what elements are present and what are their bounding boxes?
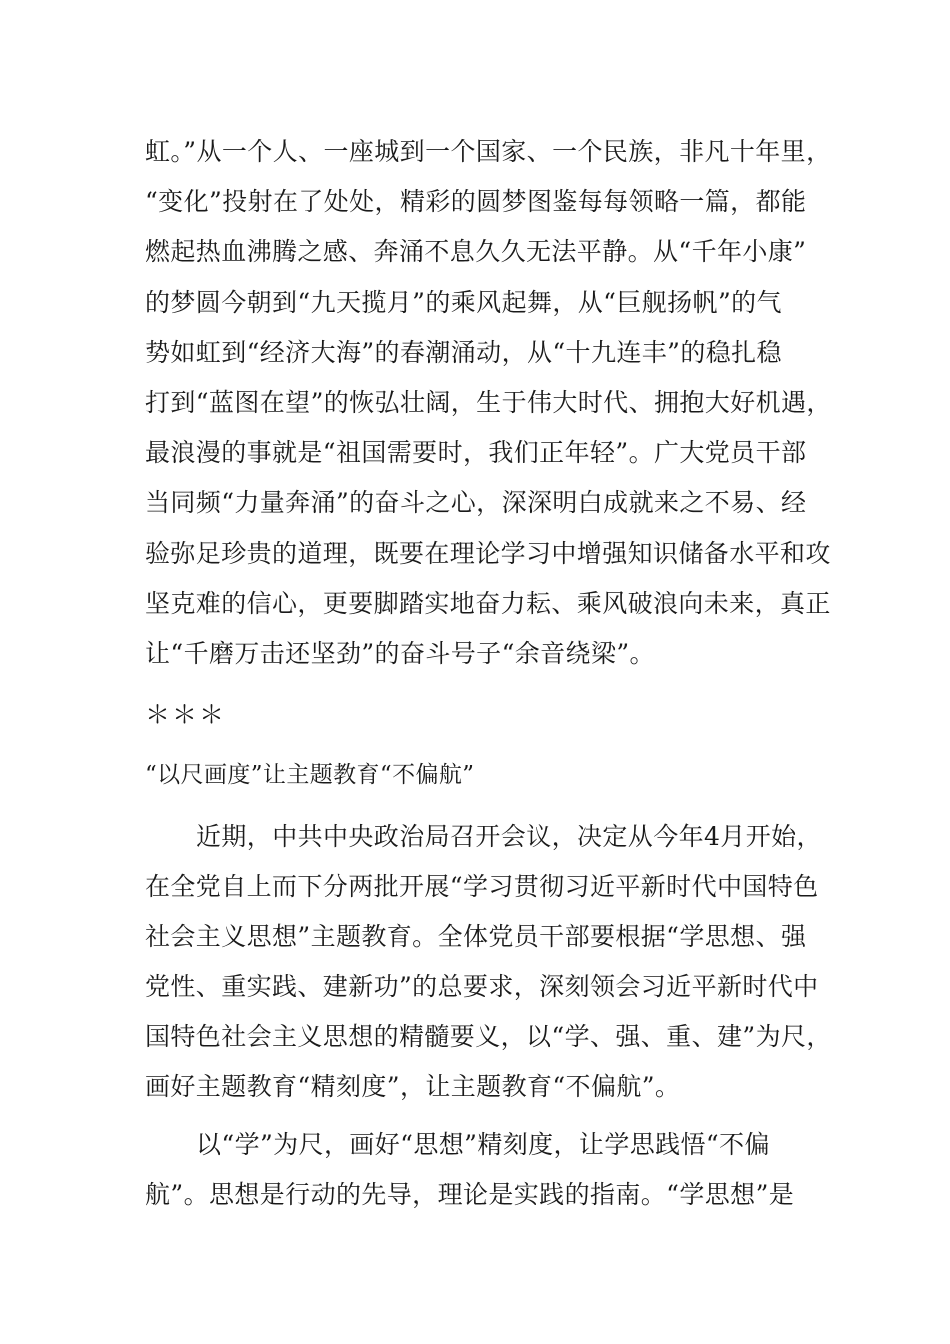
paragraph-1-line-4: 的梦圆今朝到“九天揽月”的乘风起舞，从“巨舰扬帆”的气: [145, 288, 782, 317]
paragraph-3-line-1: 以“学”为尺，画好“思想”精刻度，让学思践悟“不偏: [196, 1130, 770, 1159]
paragraph-1-line-3: 燃起热血沸腾之感、奔涌不息久久无法平静。从“千年小康”: [145, 237, 807, 266]
paragraph-1-line-10: 坚克难的信心，更要脚踏实地奋力耘、乘风破浪向未来，真正: [145, 589, 831, 618]
paragraph-1-line-8: 当同频“力量奔涌”的奋斗之心，深深明白成就来之不易、经: [145, 488, 807, 517]
paragraph-2-line-2: 在全党自上而下分两批开展“学习贯彻习近平新时代中国特色: [145, 872, 819, 901]
paragraph-2-line-5: 国特色社会主义思想的精髓要义，以“学、强、重、建”为尺，: [145, 1022, 832, 1051]
paragraph-2-line-6: 画好主题教育“精刻度”，让主题教育“不偏航”。: [145, 1072, 681, 1101]
section-separator: ＊＊＊: [145, 700, 227, 729]
paragraph-1-line-5: 势如虹到“经济大海”的春潮涌动，从“十九连丰”的稳扎稳: [145, 338, 782, 367]
paragraph-1-line-6: 打到“蓝图在望”的恢弘壮阔，生于伟大时代、拥抱大好机遇，: [145, 388, 832, 417]
paragraph-1-line-9: 验弥足珍贵的道理，既要在理论学习中增强知识储备水平和攻: [145, 539, 831, 568]
section-title: “以尺画度”让主题教育“不偏航”: [145, 762, 475, 788]
paragraph-1-line-2: “变化”投射在了处处，精彩的圆梦图鉴每每领略一篇，都能: [145, 187, 807, 216]
paragraph-3-line-2: 航”。思想是行动的先导，理论是实践的指南。“学思想”是: [145, 1180, 795, 1209]
paragraph-2-line-1: 近期，中共中央政治局召开会议，决定从今年4月开始，: [196, 822, 822, 851]
paragraph-1-line-7: 最浪漫的事就是“祖国需要时，我们正年轻”。广大党员干部: [145, 438, 807, 467]
paragraph-2-line-3: 社会主义思想”主题教育。全体党员干部要根据“学思想、强: [145, 922, 807, 951]
paragraph-1-line-1: 虹。”从一个人、一座城到一个国家、一个民族，非凡十年里，: [145, 137, 832, 166]
paragraph-2-line-4: 党性、重实践、建新功”的总要求，深刻领会习近平新时代中: [145, 972, 819, 1001]
paragraph-1-line-11: 让“千磨万击还坚劲”的奋斗号子“余音绕梁”。: [145, 639, 655, 668]
